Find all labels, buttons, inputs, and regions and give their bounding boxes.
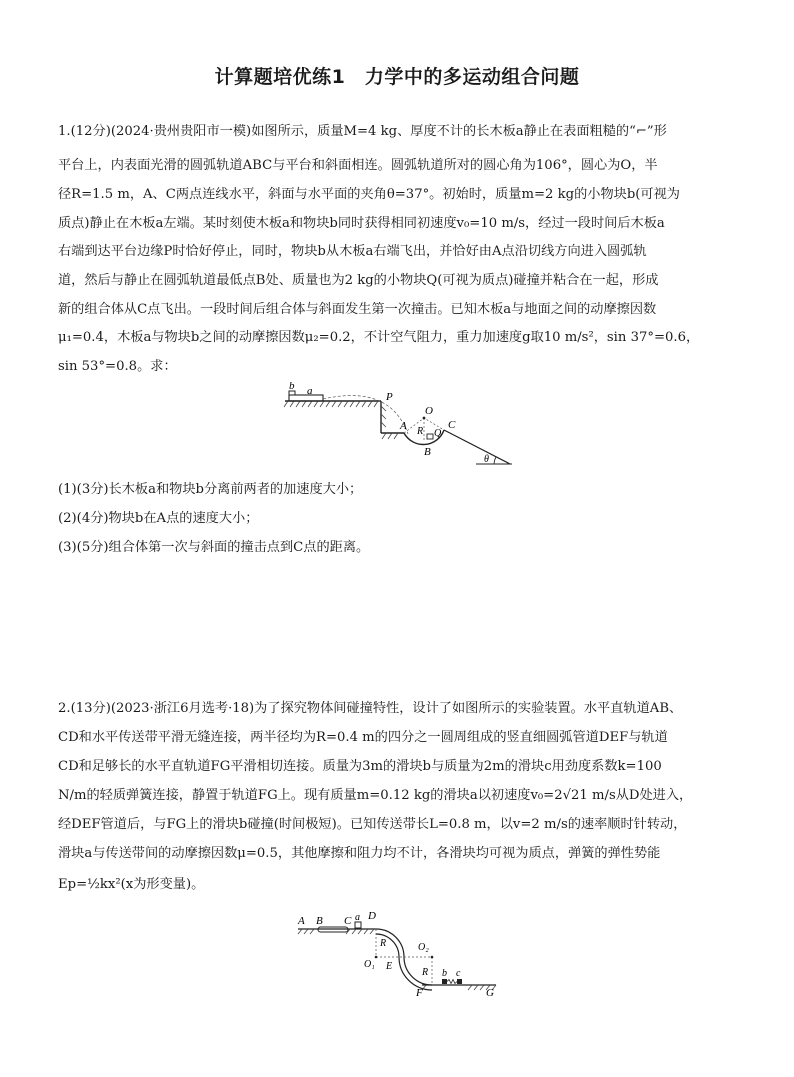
q2-line-4: N/m的轻质弹簧连接，静置于轨道FG上。现有质量m=0.12 kg的滑块a以初速度v₀=2√21 m/s从D处进入， <box>58 788 693 803</box>
q2-fig-label-C: C <box>344 915 352 927</box>
q1-fig-label-B: B <box>424 446 431 458</box>
q2-fig-label-O1: O₁ <box>364 959 375 970</box>
q2-line-7: Ep=½kx²(x为形变量)。 <box>58 877 205 892</box>
q1-line-9: sin 53°=0.8。求： <box>58 359 177 374</box>
q2-fig-label-D: D <box>368 910 376 922</box>
q2-fig-label-a: a <box>355 912 360 923</box>
q1-fig-label-P: P <box>386 391 393 403</box>
q2-fig-label-A: A <box>298 915 305 927</box>
page-title: 计算题培优练1 力学中的多运动组合问题 <box>214 66 580 88</box>
q1-line-5: 右端到达平台边缘P时恰好停止，同时，物块b从木板a右端飞出，并恰好由A点沿切线方向进入圆弧轨 <box>58 244 647 259</box>
q2-fig-label-G: G <box>486 987 494 998</box>
q1-figure <box>280 378 520 470</box>
q1-fig-label-O: O <box>425 405 433 417</box>
q1-line-1: 1.(12分)(2024·贵州贵阳市一模)如图所示，质量M=4 kg、厚度不计的长木板a静止在表面粗糙的“⌐”形 <box>58 124 667 139</box>
q2-fig-label-B: B <box>316 915 323 927</box>
q2-fig-label-E: E <box>386 961 393 972</box>
q2-fig-label-O2: O₂ <box>418 942 429 953</box>
q1-line-3: 径R=1.5 m，A、C两点连线水平，斜面与水平面的夹角θ=37°。初始时，质量m=2 kg的小物块b(可视为 <box>58 187 680 202</box>
q1-line-8: μ₁=0.4，木板a与物块b之间的动摩擦因数μ₂=0.2，不计空气阻力，重力加速度g取10 m/s²，sin 37°=0.6， <box>58 330 700 345</box>
q1-fig-label-a: a <box>307 385 313 397</box>
q2-fig-label-F: F <box>416 987 423 998</box>
q1-line-6: 道，然后与静止在圆弧轨道最低点B处、质量也为2 kg的小物块Q(可视为质点)碰撞并粘合在一起，形成 <box>58 273 659 288</box>
q2-fig-label-R: R <box>380 938 387 949</box>
q1-line-2: 平台上，内表面光滑的圆弧轨道ABC与平台和斜面相连。圆弧轨道所对的圆心角为106°，圆心为O，半 <box>58 158 658 173</box>
q2-line-3: CD和足够长的水平直轨道FG平滑相切连接。质量为3m的滑块b与质量为2m的滑块c用劲度系数k=100 <box>58 759 662 774</box>
q1-subquestion-3: (3)(5分)组合体第一次与斜面的撞击点到C点的距离。 <box>58 540 370 555</box>
q1-line-4: 质点)静止在木板a左端。某时刻使木板a和物块b同时获得相同初速度v₀=10 m/s，经过一段时间后木板a <box>58 216 665 231</box>
q2-line-2: CD和水平传送带平滑无缝连接，两半径均为R=0.4 m的四分之一圆周组成的竖直细圆弧管道DEF与轨道 <box>58 730 668 745</box>
q1-fig-label-C: C <box>448 419 456 431</box>
q2-fig-label-c: c <box>456 968 461 979</box>
q1-subquestion-2: (2)(4分)物块b在A点的速度大小； <box>58 511 259 526</box>
q2-figure <box>292 908 504 998</box>
q1-subquestion-1: (1)(3分)长木板a和物块b分离前两者的加速度大小； <box>58 482 363 497</box>
q1-fig-label-b: b <box>289 380 295 392</box>
q2-line-5: 经DEF管道后，与FG上的滑块b碰撞(时间极短)。已知传送带长L=0.8 m，以v=2 m/s的速率顺时针转动， <box>58 817 687 832</box>
q1-fig-label-R: R <box>417 426 424 437</box>
q1-line-7: 新的组合体从C点飞出。一段时间后组合体与斜面发生第一次撞击。已知木板a与地面之间的动摩擦因数 <box>58 302 657 317</box>
q2-line-6: 滑块a与传送带间的动摩擦因数μ=0.5，其他摩擦和阻力均不计，各滑块均可视为质点，弹簧的弹性势能 <box>58 846 661 861</box>
q1-fig-label-theta: θ <box>484 454 489 465</box>
q1-fig-label-Q: Q <box>434 428 442 439</box>
q1-fig-label-A: A <box>400 420 407 432</box>
q2-fig-label-R2: R <box>422 967 429 978</box>
q2-line-1: 2.(13分)(2023·浙江6月选考·18)为了探究物体间碰撞特性，设计了如图所示的实验装置。水平直轨道AB、 <box>58 701 683 716</box>
q2-fig-label-b: b <box>442 968 447 979</box>
